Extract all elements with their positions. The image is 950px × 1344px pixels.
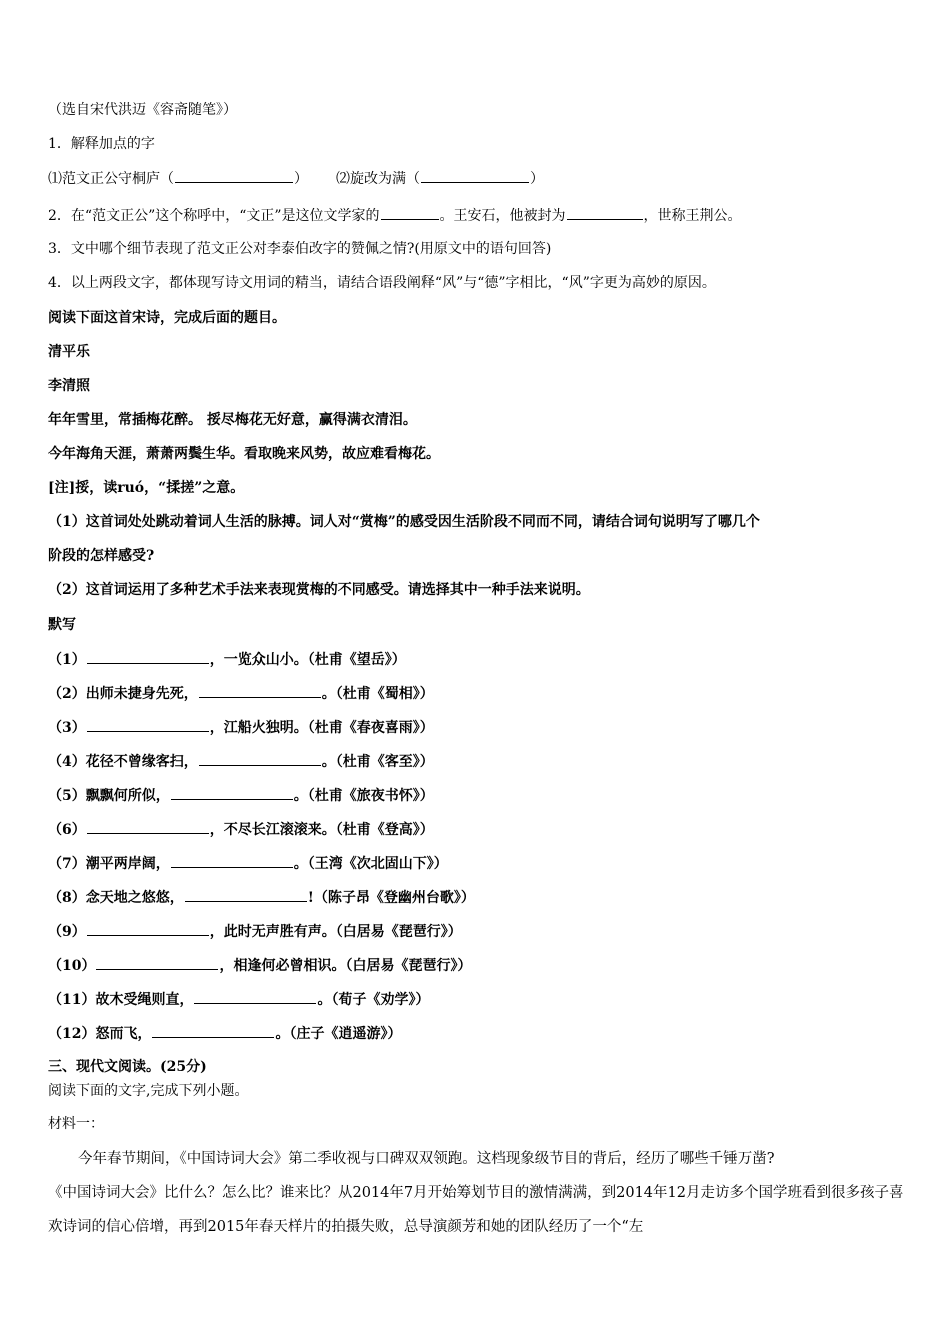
answer-blank[interactable] — [87, 819, 209, 834]
dictation-item: （2）出师未捷身先死， 。（杜甫《蜀相》） — [48, 683, 434, 704]
dictation-item: （6） ，不尽长江滚滚来。（杜甫《登高》） — [48, 819, 434, 840]
question-4: 4．以上两段文字，都体现写诗文用词的精当，请结合语段阐释“风”与“德”字相比，“风”字更为高妙的原因。 — [48, 275, 716, 291]
poem-intro: 阅读下面这首宋诗，完成后面的题目。 — [48, 310, 286, 326]
poem-question-1-cont: 阶段的怎样感受? — [48, 548, 155, 564]
answer-blank[interactable] — [175, 168, 293, 183]
answer-blank[interactable] — [87, 649, 209, 664]
dictation-item: （5）飘飘何所似， 。（杜甫《旅夜书怀》） — [48, 785, 434, 806]
dictation-item: （12）怒而飞， 。（庄子《逍遥游》） — [48, 1023, 401, 1044]
section-3-instruction: 阅读下面的文字,完成下列小题。 — [48, 1083, 249, 1099]
poem-line-2: 今年海角天涯，萧萧两鬓生华。看取晚来风势，故应难看梅花。 — [48, 446, 440, 462]
poem-question-2: （2）这首词运用了多种艺术手法来表现赏梅的不同感受。请选择其中一种手法来说明。 — [48, 582, 590, 598]
answer-blank[interactable] — [421, 168, 529, 183]
answer-blank[interactable] — [87, 717, 209, 732]
question-1-title: 1．解释加点的字 — [48, 136, 155, 152]
question-2-text-end: ，世称王荆公。 — [643, 208, 742, 224]
dictation-item: （10） ，相逢何必曾相识。（白居易《琵琶行》） — [48, 955, 471, 976]
question-2 — [48, 205, 742, 226]
question-2-text-mid: 。王安石，他被封为 — [439, 208, 566, 224]
answer-blank[interactable] — [567, 205, 643, 220]
material-label: 材料一： — [48, 1116, 104, 1132]
dictation-item: （4）花径不曾缘客扫， 。（杜甫《客至》） — [48, 751, 434, 772]
dictation-item: （11）故木受绳则直， 。（荀子《劝学》） — [48, 989, 429, 1010]
poem-note: [注]挼，读ruó，“揉搓”之意。 — [48, 480, 245, 496]
poem-question-1: （1）这首词处处跳动着词人生活的脉搏。词人对“赏梅”的感受因生活阶段不同而不同，请结合词句说明写了哪几个 — [48, 514, 760, 530]
answer-blank[interactable] — [171, 853, 293, 868]
section-3-heading: 三、现代文阅读。(25分) — [48, 1059, 207, 1075]
question-1a-text: ⑴范文正公守桐庐（ — [48, 171, 174, 187]
question-2-text: 2．在“范文正公”这个称呼中，“文正”是这位文学家的 — [48, 208, 380, 224]
poem-line-1: 年年雪里，常插梅花醉。 挼尽梅花无好意，赢得满衣清泪。 — [48, 412, 417, 428]
answer-blank[interactable] — [381, 205, 439, 220]
answer-blank[interactable] — [152, 1023, 274, 1038]
answer-blank[interactable] — [199, 751, 321, 766]
dictation-item: （7）潮平两岸阔， 。（王湾《次北固山下》） — [48, 853, 448, 874]
dictation-item: （8）念天地之悠悠， !（陈子昂《登幽州台歌》） — [48, 887, 475, 908]
question-1-items — [48, 168, 544, 189]
answer-blank[interactable] — [185, 887, 307, 902]
dictation-title: 默写 — [48, 617, 76, 633]
material-paragraph-1: 今年春节期间，《中国诗词大会》第二季收视与口碑双双领跑。这档现象级节目的背后，经历了哪些千锤万凿? — [78, 1151, 775, 1167]
dictation-item: （3） ，江船火独明。（杜甫《春夜喜雨》） — [48, 717, 434, 738]
question-3: 3．文中哪个细节表现了范文正公对李泰伯改字的赞佩之情?(用原文中的语句回答) — [48, 241, 552, 257]
material-paragraph-2: 《中国诗词大会》比什么？怎么比？谁来比？从2014年7月开始筹划节目的激情满满，到2014年12月走访多个国学班看到很多孩子喜欢诗词的信心倍增，再到2015年春天样片的拍摄失败，总导演颜芳和她的团队经历了一个“左 — [48, 1185, 904, 1235]
source-citation: （选自宋代洪迈《容斋随笔》） — [48, 102, 237, 118]
answer-blank[interactable] — [87, 921, 209, 936]
answer-blank[interactable] — [199, 683, 321, 698]
answer-blank[interactable] — [194, 989, 316, 1004]
poem-author: 李清照 — [48, 378, 90, 394]
dictation-item: （1） ，一览众山小。（杜甫《望岳》） — [48, 649, 406, 670]
answer-blank[interactable] — [96, 955, 218, 970]
question-1b-text: ⑵旋改为满（ — [336, 171, 420, 187]
poem-title: 清平乐 — [48, 344, 90, 360]
answer-blank[interactable] — [171, 785, 293, 800]
question-1b-close: ） — [530, 171, 544, 187]
dictation-item: （9） ，此时无声胜有声。（白居易《琵琶行》） — [48, 921, 462, 942]
question-1a-close: ） — [294, 171, 308, 187]
